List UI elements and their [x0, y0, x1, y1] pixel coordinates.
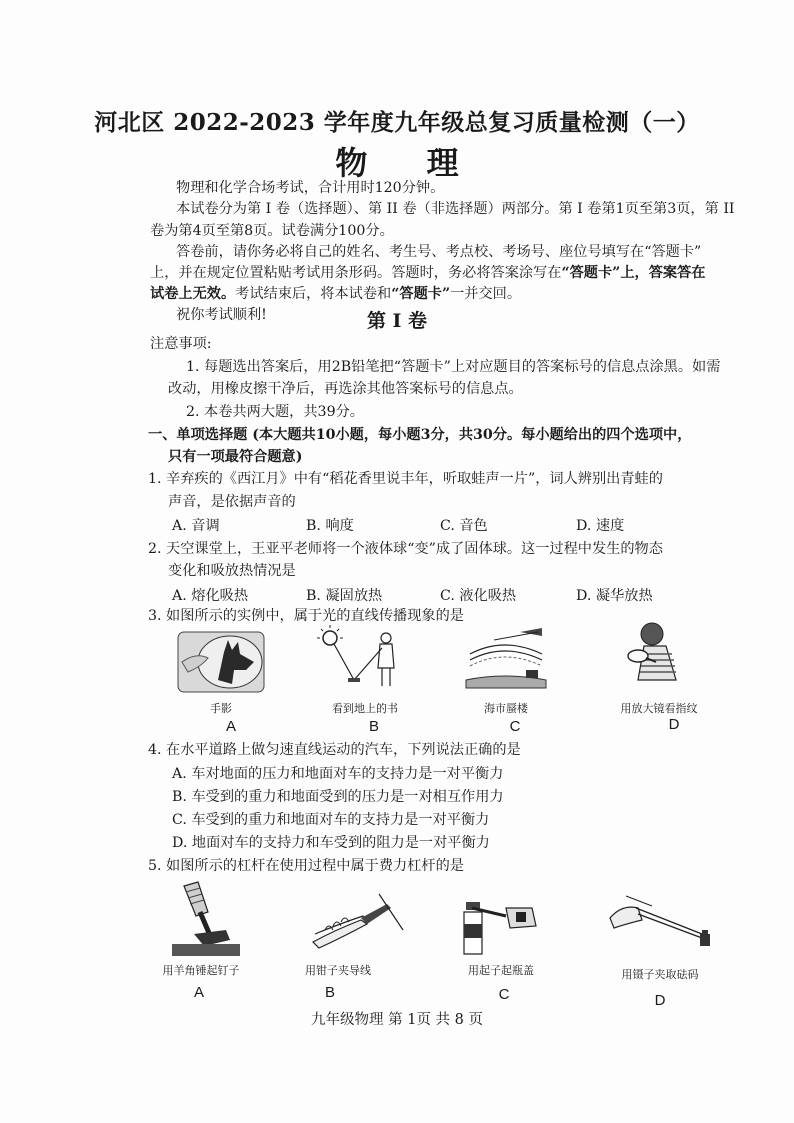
instruction-line: 物理和化学合场考试，合计用时120分钟。: [176, 180, 445, 196]
image-caption: 用镊子夹取砝码: [621, 968, 699, 981]
image-caption: 用放大镜看指纹: [620, 702, 698, 715]
option-b: B. 响度: [306, 518, 354, 534]
image-label-c: C: [509, 718, 521, 735]
page-footer: 九年级物理 第 1页 共 8 页: [311, 1012, 483, 1028]
question-2-stem: 2. 天空课堂上，王亚平老师将一个液体球“变”成了固体球。这一过程中发生的物态: [148, 541, 663, 557]
option-a: A. 熔化吸热: [172, 588, 249, 604]
instruction-bold-text: 试卷上无效。: [150, 286, 236, 302]
image-caption: 用羊角锤起钉子: [162, 964, 240, 977]
question-2-stem: 变化和吸放热情况是: [168, 563, 296, 579]
image-label-c: C: [498, 986, 510, 1003]
instruction-bold-text: “答题卡”: [391, 286, 451, 302]
option-b: B. 车受到的重力和地面受到的压力是一对相互作用力: [172, 789, 504, 805]
instruction-text: 考试结束后，将本试卷和: [235, 286, 392, 302]
tweezers-weight-image: [608, 894, 716, 950]
question-5-stem: 5. 如图所示的杠杆在使用过程中属于费力杠杆的是: [148, 858, 464, 874]
option-d: D. 地面对车的支持力和车受到的阻力是一对平衡力: [172, 835, 490, 851]
image-label-a: A: [225, 718, 236, 735]
image-label-b: B: [324, 984, 335, 1001]
instruction-line: 答卷前，请你务必将自己的姓名、考生号、考点校、考场号、座位号填写在“答题卡”: [176, 244, 702, 260]
magnifier-fingerprint-image: [622, 620, 694, 692]
book-on-ground-image: [318, 628, 408, 694]
image-caption: 海市蜃楼: [484, 702, 528, 715]
image-caption: 用钳子夹导线: [305, 964, 371, 977]
option-a: A. 音调: [172, 518, 220, 534]
claw-hammer-image: [164, 882, 244, 958]
question-1-stem: 1. 辛弃疾的《西江月》中有“稻花香里说丰年，听取蛙声一片”，词人辨别出青蛙的: [148, 471, 663, 487]
image-caption: 看到地上的书: [332, 702, 398, 715]
instruction-line: 本试卷分为第 I 卷（选择题）、第 II 卷（非选择题）两部分。第 I 卷第1页至第3页，第 II: [176, 201, 735, 217]
hand-shadow-image: [178, 632, 264, 692]
option-a: A. 车对地面的压力和地面对车的支持力是一对平衡力: [172, 766, 504, 782]
option-c: C. 音色: [440, 518, 488, 534]
option-d: D. 速度: [576, 518, 625, 534]
pliers-image: [305, 890, 405, 952]
bottle-opener-image: [460, 902, 546, 956]
part-heading: 一、单项选择题 (本大题共10小题，每小题3分，共30分。每小题给出的四个选项中，: [148, 427, 692, 443]
question-1-stem: 声音，是依据声音的: [168, 494, 296, 510]
instruction-bold-text: “答题卡”上，答案答在: [561, 265, 706, 281]
image-caption: 手影: [210, 702, 232, 715]
question-4-stem: 4. 在水平道路上做匀速直线运动的汽车，下列说法正确的是: [148, 742, 521, 758]
exam-title: 河北区 2022-2023 学年度九年级总复习质量检测（一）: [94, 109, 700, 136]
image-label-d: D: [654, 992, 666, 1009]
image-label-d: D: [668, 716, 680, 733]
instruction-line: 卷为第4页至第8页。试卷满分100分。: [150, 223, 394, 239]
option-d: D. 凝华放热: [576, 588, 653, 604]
instruction-text: 上，并在规定位置粘贴考试用条形码。答题时，务必将答案涂写在: [150, 265, 562, 281]
image-caption: 用起子起瓶盖: [468, 964, 534, 977]
good-luck-line: 祝你考试顺利!: [176, 307, 267, 323]
note-item: 1. 每题选出答案后，用2B铅笔把“答题卡”上对应题目的答案标号的信息点涂黑。如需: [186, 359, 721, 375]
note-item: 2. 本卷共两大题，共39分。: [186, 404, 364, 420]
option-c: C. 车受到的重力和地面对车的支持力是一对平衡力: [172, 812, 490, 828]
notes-heading: 注意事项:: [150, 336, 212, 352]
section-title: 第 I 卷: [366, 310, 428, 332]
note-item: 改动，用橡皮擦干净后，再选涂其他答案标号的信息点。: [168, 381, 523, 397]
option-c: C. 液化吸热: [440, 588, 517, 604]
image-label-a: A: [193, 984, 204, 1001]
question-3-stem: 3. 如图所示的实例中，属于光的直线传播现象的是: [148, 608, 464, 624]
instruction-text: 一并交回。: [450, 286, 522, 302]
image-label-b: B: [368, 718, 379, 735]
subject-title: 物 理: [335, 144, 483, 182]
part-heading: 只有一项最符合题意): [168, 449, 303, 465]
mirage-image: [464, 626, 548, 692]
option-b: B. 凝固放热: [306, 588, 383, 604]
